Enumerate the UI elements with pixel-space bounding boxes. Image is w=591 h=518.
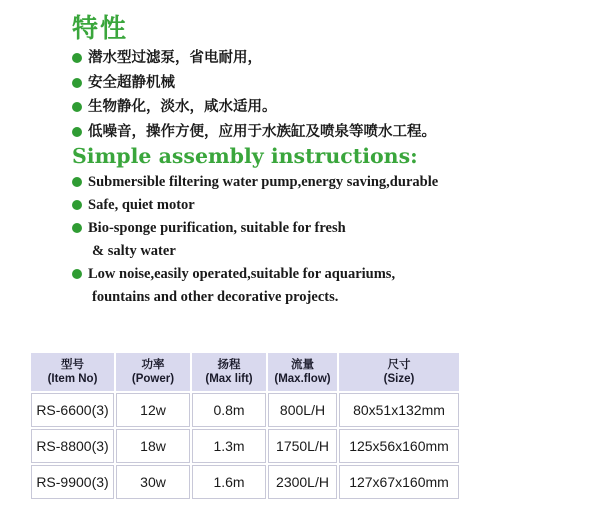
bullet-dot-icon — [72, 177, 82, 187]
list-item: Safe, quiet motor — [72, 194, 438, 217]
header-max-lift: 扬程 (Max lift) — [192, 353, 266, 391]
cell-power: 18w — [116, 429, 190, 463]
header-power: 功率 (Power) — [116, 353, 190, 391]
cell-item-no: RS-6600(3) — [31, 393, 114, 427]
cell-max-lift: 1.3m — [192, 429, 266, 463]
table-row — [31, 393, 459, 427]
cell-power: 30w — [116, 465, 190, 499]
cell-max-lift: 1.6m — [192, 465, 266, 499]
cell-max-flow: 2300L/H — [268, 465, 337, 499]
english-instructions-title: Simple assembly instructions: — [72, 144, 418, 168]
list-item: 低噪音，操作方便，应用于水族缸及喷泉等喷水工程。 — [72, 120, 436, 145]
bullet-dot-icon — [72, 53, 82, 63]
header-item-no: 型号 (Item No) — [31, 353, 114, 391]
list-item: Bio-sponge purification, suitable for fresh & salty water — [72, 217, 438, 263]
list-item: Submersible filtering water pump,energy saving,durable — [72, 171, 438, 194]
cell-size: 125x56x160mm — [339, 429, 459, 463]
list-item: 生物静化，淡水，咸水适用。 — [72, 95, 436, 120]
list-item: Low noise,easily operated,suitable for aquariums, fountains and other decorative projects. — [72, 263, 438, 309]
table-row — [31, 429, 459, 463]
cell-power: 12w — [116, 393, 190, 427]
chinese-features-title: 特性 — [72, 14, 129, 44]
bullet-dot-icon — [72, 200, 82, 210]
bullet-dot-icon — [72, 78, 82, 88]
bullet-dot-icon — [72, 102, 82, 112]
cell-size: 127x67x160mm — [339, 465, 459, 499]
cell-max-lift: 0.8m — [192, 393, 266, 427]
cell-item-no: RS-9900(3) — [31, 465, 114, 499]
header-max-flow: 流量 (Max.flow) — [268, 353, 337, 391]
cell-max-flow: 800L/H — [268, 393, 337, 427]
bullet-dot-icon — [72, 269, 82, 279]
cell-item-no: RS-8800(3) — [31, 429, 114, 463]
chinese-feature-list — [72, 46, 436, 144]
table-header-row — [31, 353, 459, 391]
list-item: 安全超静机械 — [72, 71, 436, 96]
bullet-dot-icon — [72, 223, 82, 233]
table-row — [31, 465, 459, 499]
cell-max-flow: 1750L/H — [268, 429, 337, 463]
bullet-dot-icon — [72, 127, 82, 137]
header-size: 尺寸 (Size) — [339, 353, 459, 391]
english-feature-list — [72, 171, 438, 309]
list-item: 潜水型过滤泵，省电耐用， — [72, 46, 436, 71]
specification-table — [29, 351, 461, 501]
cell-size: 80x51x132mm — [339, 393, 459, 427]
